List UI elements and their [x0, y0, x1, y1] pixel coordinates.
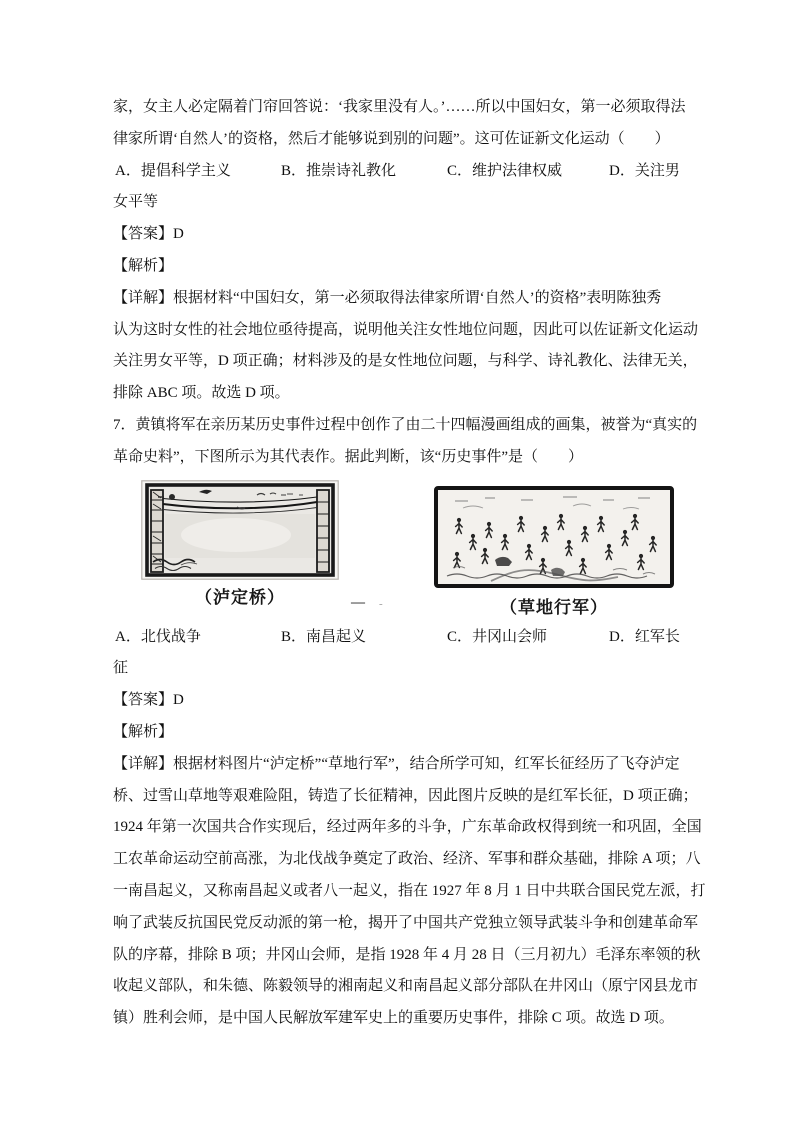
q7-options-row: [113, 622, 683, 654]
q7-analysis-label: 【解析】: [113, 723, 174, 740]
q6-stem-line-1: 家，女主人必定隔着门帘回答说：‘我家里没有人。’……所以中国妇女，第一必须取得法: [113, 99, 686, 115]
q7-detail-line-2: 桥、过雪山草地等艰难险阻，铸造了长征精神，因此图片反映的是红军长征，D 项正确；: [113, 787, 698, 804]
q6-analysis-label: 【解析】: [113, 257, 174, 274]
q6-detail-line-3: 关注男女平等，D 项正确；材料涉及的是女性地位问题，与科学、诗礼教化、法律无关，: [113, 353, 698, 370]
q7-detail-line-5: 一南昌起义，又称南昌起义或者八一起义，指在 1927 年 8 月 1 日中共联合国民党左派，打: [113, 882, 706, 899]
stray-dash-mark-small: -: [379, 597, 383, 610]
q7-detail-line-1: 【详解】根据材料图片“泸定桥”“草地行军”，结合所学可知，红军长征经历了飞夺泸定: [113, 755, 680, 772]
figure-luding-bridge: [141, 480, 339, 608]
q7-detail-line-8: 收起义部队，和朱德、陈毅领导的湘南起义和南昌起义部分部队在井冈山（原宁冈县龙市: [113, 978, 699, 995]
figure-caption-grassland-march: （草地行军）: [500, 597, 608, 617]
q6-detail-line-2: 认为这时女性的社会地位亟待提高，说明他关注女性地位问题，因此可以佐证新文化运动: [113, 321, 699, 338]
q6-answer: 【答案】D: [113, 226, 184, 243]
q6-option-a: A．提倡科学主义: [115, 162, 231, 179]
q7-option-c: C．井冈山会师: [447, 628, 548, 645]
q6-option-c: C．维护法律权威: [447, 162, 563, 179]
q7-detail-line-3: 1924 年第一次国共合作实现后，经过两年多的斗争，广东革命政权得到统一和巩固，全国: [113, 819, 702, 836]
page-content: [113, 92, 706, 1035]
q6-option-d-overflow: 女平等: [113, 194, 159, 211]
q7-option-b: B．南昌起义: [281, 628, 367, 645]
q7-stem-line-2: 革命史料”，下图所示为其代表作。据此判断，该“历史事件”是（ ）: [113, 448, 583, 465]
q6-options-row: [113, 156, 683, 188]
q7-option-a: A．北伐战争: [115, 628, 201, 645]
q6-option-d: D．关注男: [609, 162, 680, 179]
q7-stem-line-1: 7．黄镇将军在亲历某历史事件过程中创作了由二十四幅漫画组成的画集，被誉为“真实的: [113, 416, 698, 433]
q6-stem-line-2: 律家所谓‘自然人’的资格，然后才能够说到别的问题”。这可佐证新文化运动（ ）: [113, 130, 670, 147]
luding-bridge-illustration: [141, 480, 339, 580]
q7-figures: [113, 474, 683, 622]
q6-option-b: B．推崇诗礼教化: [281, 162, 397, 179]
q6-detail-line-4: 排除 ABC 项。故选 D 项。: [113, 385, 290, 402]
q7-detail-line-4: 工农革命运动空前高涨，为北伐战争奠定了政治、经济、军事和群众基础，排除 A 项；八: [113, 851, 701, 868]
q7-answer: 【答案】D: [113, 692, 184, 709]
q7-option-d-overflow: 征: [113, 660, 129, 677]
q6-detail-line-1: 【详解】根据材料“中国妇女，第一必须取得法律家所谓‘自然人’的资格”表明陈独秀: [113, 289, 662, 306]
q7-detail-line-7: 队的序幕，排除 B 项；井冈山会师，是指 1928 年 4 月 28 日（三月初九）毛泽东率领的秋: [113, 946, 701, 963]
stray-dash-mark: —: [351, 594, 365, 610]
q7-detail-line-6: 响了武装反抗国民党反动派的第一枪，揭开了中国共产党独立领导武装斗争和创建革命军: [113, 914, 699, 931]
grassland-march-illustration: [433, 484, 675, 590]
q7-option-d: D．红军长: [609, 628, 680, 645]
figure-grassland-march: [433, 484, 675, 618]
q7-detail-line-9: 镇）胜利会师，是中国人民解放军建军史上的重要历史事件，排除 C 项。故选 D 项。: [113, 1010, 674, 1027]
figure-caption-luding-bridge: （泸定桥）: [195, 587, 285, 607]
